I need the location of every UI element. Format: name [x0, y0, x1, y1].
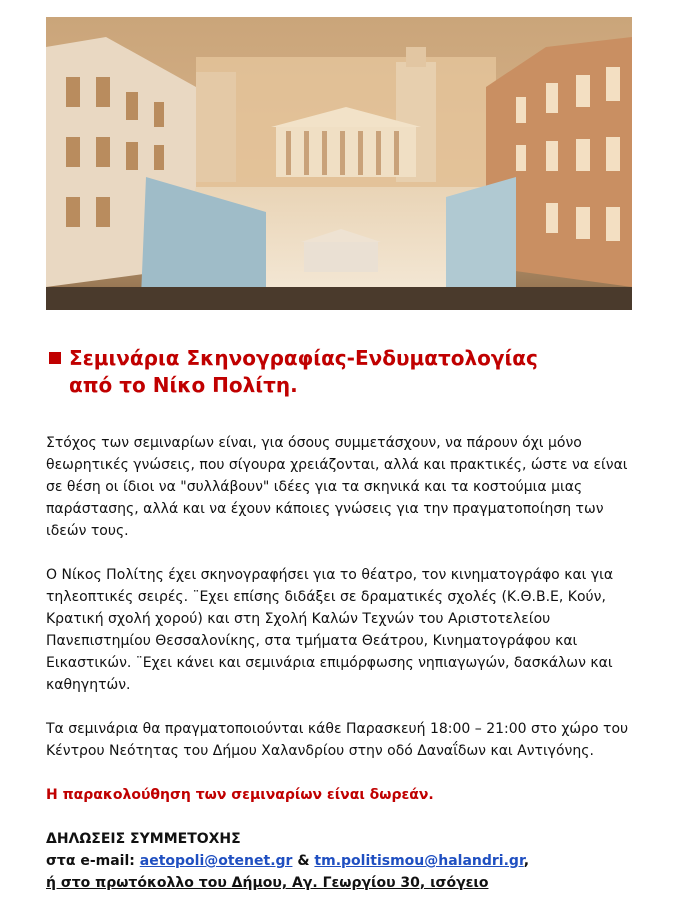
email-prefix: στα e-mail: — [46, 853, 135, 869]
article-body — [46, 432, 646, 894]
stage-set-image — [46, 17, 632, 310]
registration-block — [46, 828, 646, 894]
title-line-2: από το Νίκο Πολίτη. — [69, 373, 298, 397]
email-link-1[interactable]: aetopoli@otenet.gr — [139, 853, 293, 869]
square-bullet-icon — [49, 352, 61, 364]
page-title — [49, 345, 649, 399]
registration-emails — [46, 850, 646, 872]
title-line-1: Σεμινάρια Σκηνογραφίας-Ενδυματολογίας — [69, 346, 538, 370]
protocol-address: ή στο πρωτόκολλο του Δήμου, Αγ. Γεωργίου 30, ισόγειο — [46, 875, 489, 891]
paragraph-goals: Στόχος των σεμιναρίων είναι, για όσους συμμετάσχουν, να πάρουν όχι μόνο θεωρητικές γνώσεις, που σίγουρα χρειάζονται, αλλά και πρακτικές, ώστε να είναι σε θέση οι ίδιοι να "συλλάβουν" ιδέες για τα σκηνικά και τα κοστούμια μιας παράστασης, αλλά και να έχουν κάποιες γνώσεις για την πραγματοποίηση των ιδεών τους. — [46, 435, 628, 539]
registration-title: ΔΗΛΩΣΕΙΣ ΣΥΜΜΕΤΟΧΗΣ — [46, 831, 241, 847]
stage-set-illustration — [46, 17, 632, 310]
email-link-2[interactable]: tm.politismou@halandri.gr — [314, 853, 524, 869]
free-notice: Η παρακολούθηση των σεμιναρίων είναι δωρεάν. — [46, 787, 434, 803]
email-comma: , — [523, 853, 530, 869]
email-separator: & — [297, 853, 310, 869]
paragraph-schedule: Τα σεμινάρια θα πραγματοποιούνται κάθε Παρασκευή 18:00 – 21:00 στο χώρο του Κέντρου Νεότητας του Δήμου Χαλανδρίου στην οδό Δαναΐδων και Αντιγόνης. — [46, 721, 629, 759]
paragraph-bio: Ο Νίκος Πολίτης έχει σκηνογραφήσει για το θέατρο, τον κινηματογράφο και για τηλεοπτικές σειρές. ¨Εχει επίσης διδάξει σε δραματικές σχολές (Κ.Θ.Β.Ε, Κούν, Κρατική σχολή χορού) και στη Σχολή Καλών Τεχνών του Αριστοτελείου Πανεπιστημίου Θεσσαλονίκης, στα τμήματα Θεάτρου, Κινηματογράφου και Εικαστικών. ¨Εχει κάνει και σεμινάρια επιμόρφωσης νηπιαγωγών, δασκάλων και καθηγητών. — [46, 567, 614, 693]
